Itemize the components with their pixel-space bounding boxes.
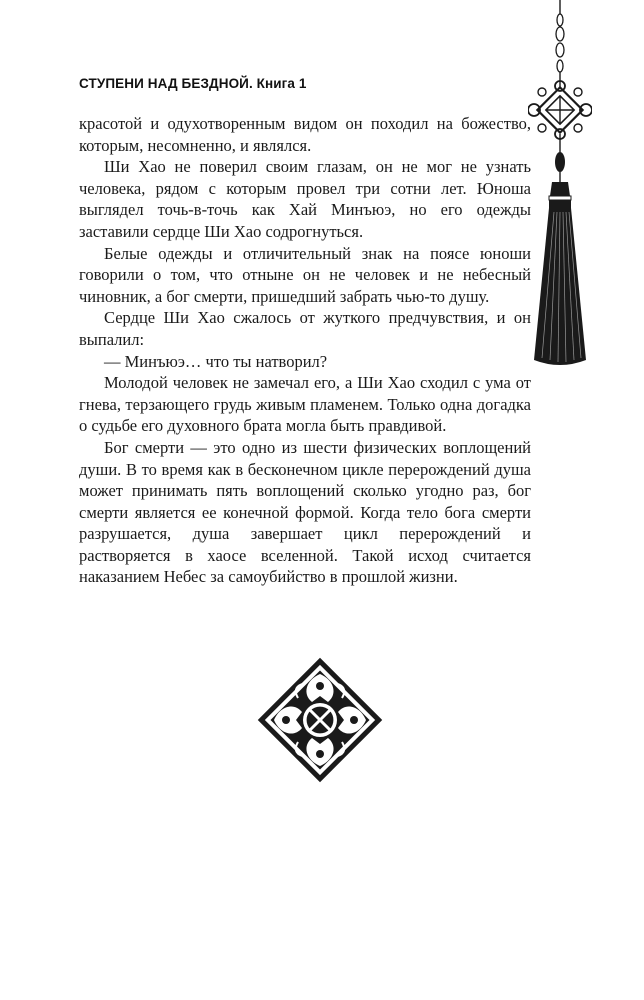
- chinese-knot-tassel-icon: [528, 0, 592, 372]
- book-subtitle: . Книга 1: [248, 76, 307, 91]
- paragraph: Сердце Ши Хао сжалось от жуткого предчувствия, и он выпалил:: [79, 308, 531, 349]
- dialogue-line: — Минъюэ… что ты натворил?: [104, 351, 328, 371]
- running-head: [79, 76, 306, 91]
- mandala-ornament-icon: [255, 655, 385, 785]
- book-title: СТУПЕНИ НАД БЕЗДНОЙ: [79, 76, 249, 91]
- paragraph: Бог смерти — это одно из шести физических воплощений души. В то время как в бесконечном цикле перерождений душа может принимать пять воплощений сколько угодно раз, бог смерти является ее конечной формой. Когда тело бога смерти разрушается, душа завершает цикл перерождений и растворяется в хаосе вселенной. Такой исход считается наказанием Небес за самоубийство в прошлой жизни.: [79, 437, 531, 587]
- paragraph: Ши Хао не поверил своим глазам, он не мог не узнать человека, рядом с которым провел три сотни лет. Юноша выглядел точь-в-точь как Хай Минъюэ, но его одежды заставили сердце Ши Хао содрогнуться.: [79, 157, 531, 241]
- main-text: [79, 113, 531, 588]
- paragraph: Белые одежды и отличительный знак на поясе юноши говорили о том, что отныне он не человек и не небесный чиновник, а бог смерти, пришедший забрать чью-то душу.: [79, 243, 531, 306]
- paragraph: красотой и одухотворенным видом он походил на божество, которым, несомненно, и являлся.: [79, 114, 531, 155]
- paragraph: Молодой человек не замечал его, а Ши Хао сходил с ума от гнева, терзающего грудь живым пламенем. Только одна догадка о судьбе его духовного брата могла быть правдивой.: [79, 373, 531, 436]
